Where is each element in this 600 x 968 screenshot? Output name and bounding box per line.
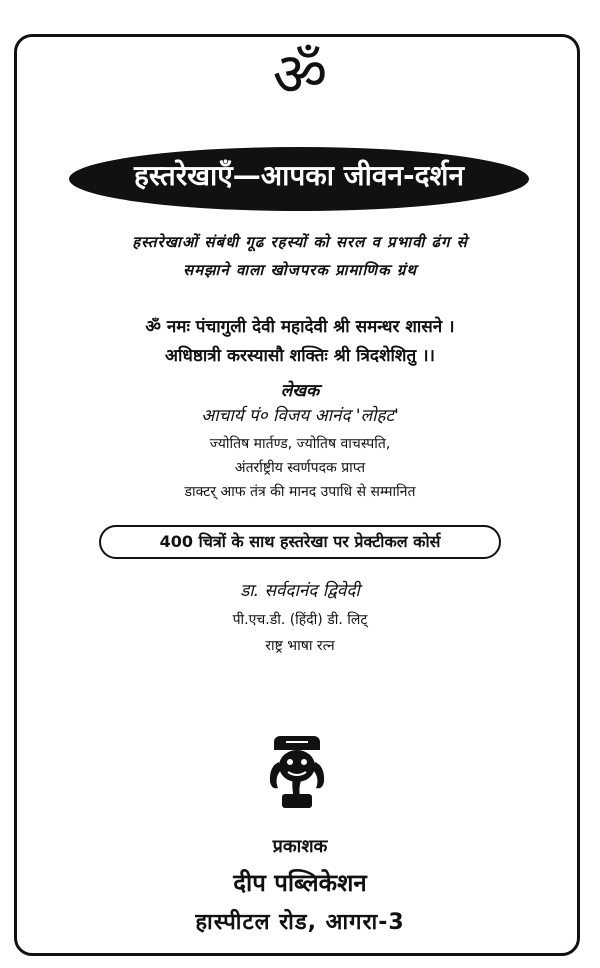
publisher-label: प्रकाशक	[272, 836, 328, 857]
subtitle-line-2: समझाने वाला खोजपरक प्रामाणिक ग्रंथ	[183, 261, 417, 279]
course-banner: 400 चित्रों के साथ हस्तरेखा पर प्रेक्टीकल कोर्स	[99, 525, 501, 559]
author-title-2: अंतर्राष्ट्रीय स्वर्णपदक प्राप्त	[234, 460, 366, 476]
publisher-name: दीप पब्लिकेशन	[233, 869, 367, 897]
coauthor-degree: पी.एच.डी. (हिंदी) डी. लिट्	[232, 612, 368, 628]
author-title-3: डाक्टर् आफ तंत्र की मानद उपाधि से सम्मानित	[184, 484, 416, 500]
author-title-1: ज्योतिष मार्तण्ड, ज्योतिष वाचस्पति,	[209, 436, 391, 452]
elephant-emblem-icon	[266, 732, 328, 812]
subtitle-line-1: हस्तरेखाओं संबंधी गूढ रहस्यों को सरल व प्रभावी ढंग से	[132, 233, 468, 251]
coauthor-name: डा. सर्वदानंद द्विवेदी	[240, 581, 360, 601]
author-label: लेखक	[280, 381, 320, 401]
om-symbol: ॐ	[272, 40, 328, 110]
book-title: हस्तरेखाएँ—आपका जीवन-दर्शन	[133, 159, 465, 192]
author-name: आचार्य पं० विजय आनंद 'लोहट'	[201, 406, 399, 426]
title-banner	[68, 146, 530, 212]
mantra-line-1: ॐ नमः पंचागुली देवी महादेवी श्री समन्धर शासने ।	[145, 317, 455, 337]
publisher-address: हास्पीटल रोड, आगरा-3	[195, 910, 405, 935]
coauthor-title: राष्ट्र भाषा रत्न	[265, 638, 335, 654]
mantra-line-2: अधिष्ठात्री करस्यासौ शक्तिः श्री त्रिदशेशितु ।।	[165, 346, 435, 366]
